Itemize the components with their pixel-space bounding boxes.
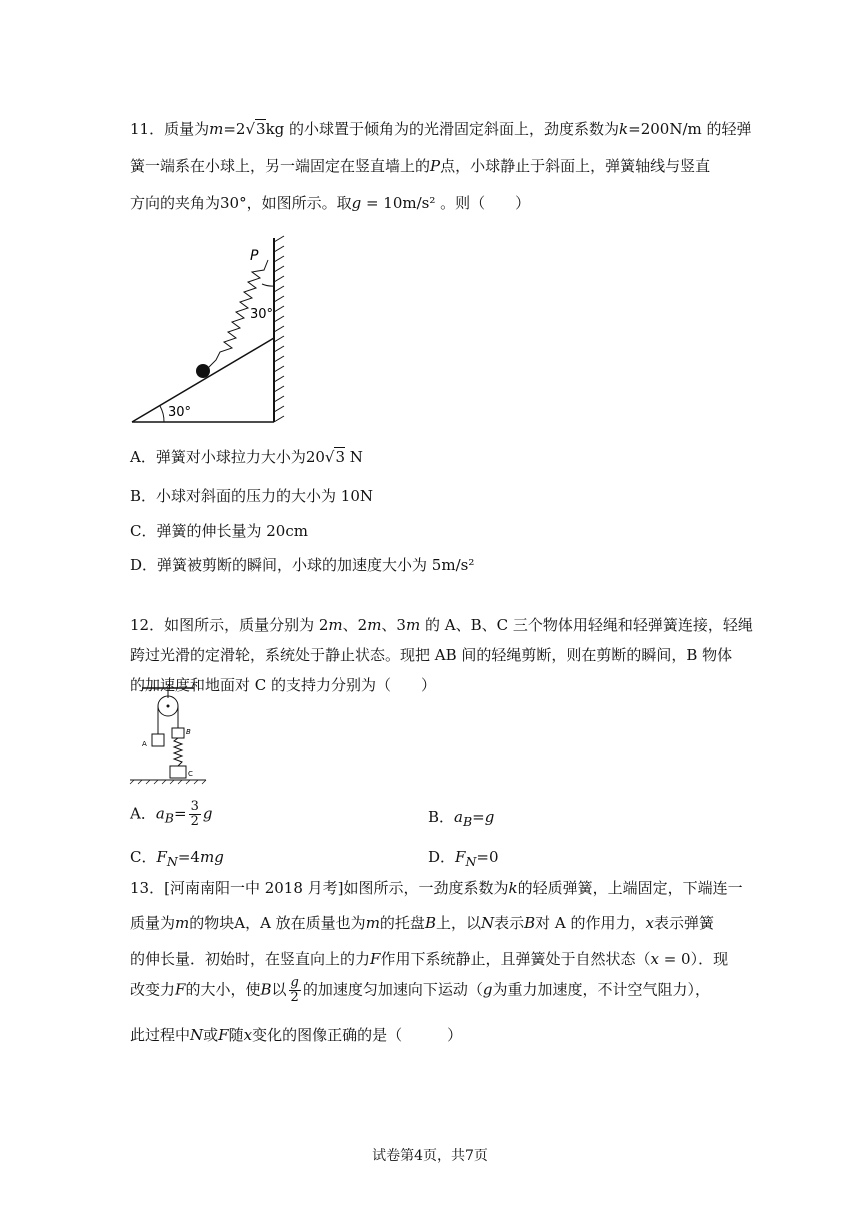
- q12-figure-pulley: [128, 684, 208, 788]
- q12-line1: 12．如图所示，质量分别为 2m、2m、3m 的 A、B、C 三个物体用轻绳和轻弹簧连接，轻绳: [130, 616, 753, 634]
- fraction: $\frac{g}{2}$: [290, 975, 299, 1005]
- sqrt-symbol: √: [245, 120, 256, 138]
- incline-line: [132, 338, 274, 422]
- angle-label-bottom: 30°: [168, 405, 192, 420]
- page-footer: 试卷第4页，共7页: [372, 1148, 488, 1164]
- q11-line3: 方向的夹角为30°，如图所示。取g = 10m/s² 。则（ ）: [130, 194, 531, 212]
- block-a: [152, 734, 164, 746]
- sqrt-symbol: √: [324, 448, 335, 466]
- q11-figure-incline-spring: [128, 230, 298, 430]
- spring: [174, 738, 182, 766]
- q12-option-c: C．$F_N=4mg$: [130, 848, 224, 869]
- q11-option-d: D．弹簧被剪断的瞬间，小球的加速度大小为 5m/s²: [130, 556, 475, 574]
- svg-text:C: C: [188, 770, 193, 778]
- q11-line2: 簧一端系在小球上，另一端固定在竖直墙上的P点，小球静止于斜面上，弹簧轴线与竖直: [130, 157, 711, 175]
- q11-line1: 11．质量为m=2√3kg 的小球置于倾角为的光滑固定斜面上，劲度系数为k=200N/m 的轻弹: [130, 120, 752, 138]
- q13-line2: 质量为m的物块A，A 放在质量也为m的托盘B上，以N表示B对 A 的作用力，x表示弹簧: [130, 914, 715, 932]
- fraction: $\frac{3}{2}$: [190, 799, 199, 829]
- wall-hatch: [274, 236, 284, 422]
- q13-line3: 的伸长量．初始时，在竖直向上的力F作用下系统静止，且弹簧处于自然状态（x = 0）．现: [130, 950, 729, 968]
- q13-line1: 13．[河南南阳一中 2018 月考]如图所示，一劲度系数为k的轻质弹簧，上端固定，下端连一: [130, 879, 743, 897]
- q12-option-a: A．$a_B=$ $\frac{3}{2}$ g: [130, 799, 213, 829]
- svg-text:B: B: [186, 728, 191, 736]
- block-c: [170, 766, 186, 778]
- q13-line5: 此过程中N或F随x变化的图像正确的是（ ）: [130, 1026, 463, 1044]
- ball: [196, 364, 210, 378]
- angle-arc-bottom: [160, 406, 164, 422]
- q11-option-b: B．小球对斜面的压力的大小为 10N: [130, 487, 374, 505]
- q12-line2: 跨过光滑的定滑轮，系统处于静止状态。现把 AB 间的轻绳剪断，则在剪断的瞬间，B 物体: [130, 646, 733, 664]
- q12-line3: 的加速度和地面对 C 的支持力分别为（ ）: [130, 676, 437, 694]
- svg-text:A: A: [142, 740, 147, 748]
- q13-line4: 改变力F的大小，使B以 $\frac{g}{2}$ 的加速度匀加速向下运动（g为重力加速度，不计空气阻力），: [130, 975, 710, 1005]
- q11-option-a: A．弹簧对小球拉力大小为20√3 N: [130, 448, 363, 466]
- angle-arc-top: [262, 284, 274, 286]
- block-b: [172, 728, 184, 738]
- q12-option-d: D．$F_N=0$: [428, 848, 499, 869]
- q12-option-b: B．$a_B=g$: [428, 808, 495, 829]
- angle-label-top: 30°: [250, 307, 274, 322]
- q11-option-c: C．弹簧的伸长量为 20cm: [130, 522, 308, 540]
- label-p: P: [250, 248, 259, 264]
